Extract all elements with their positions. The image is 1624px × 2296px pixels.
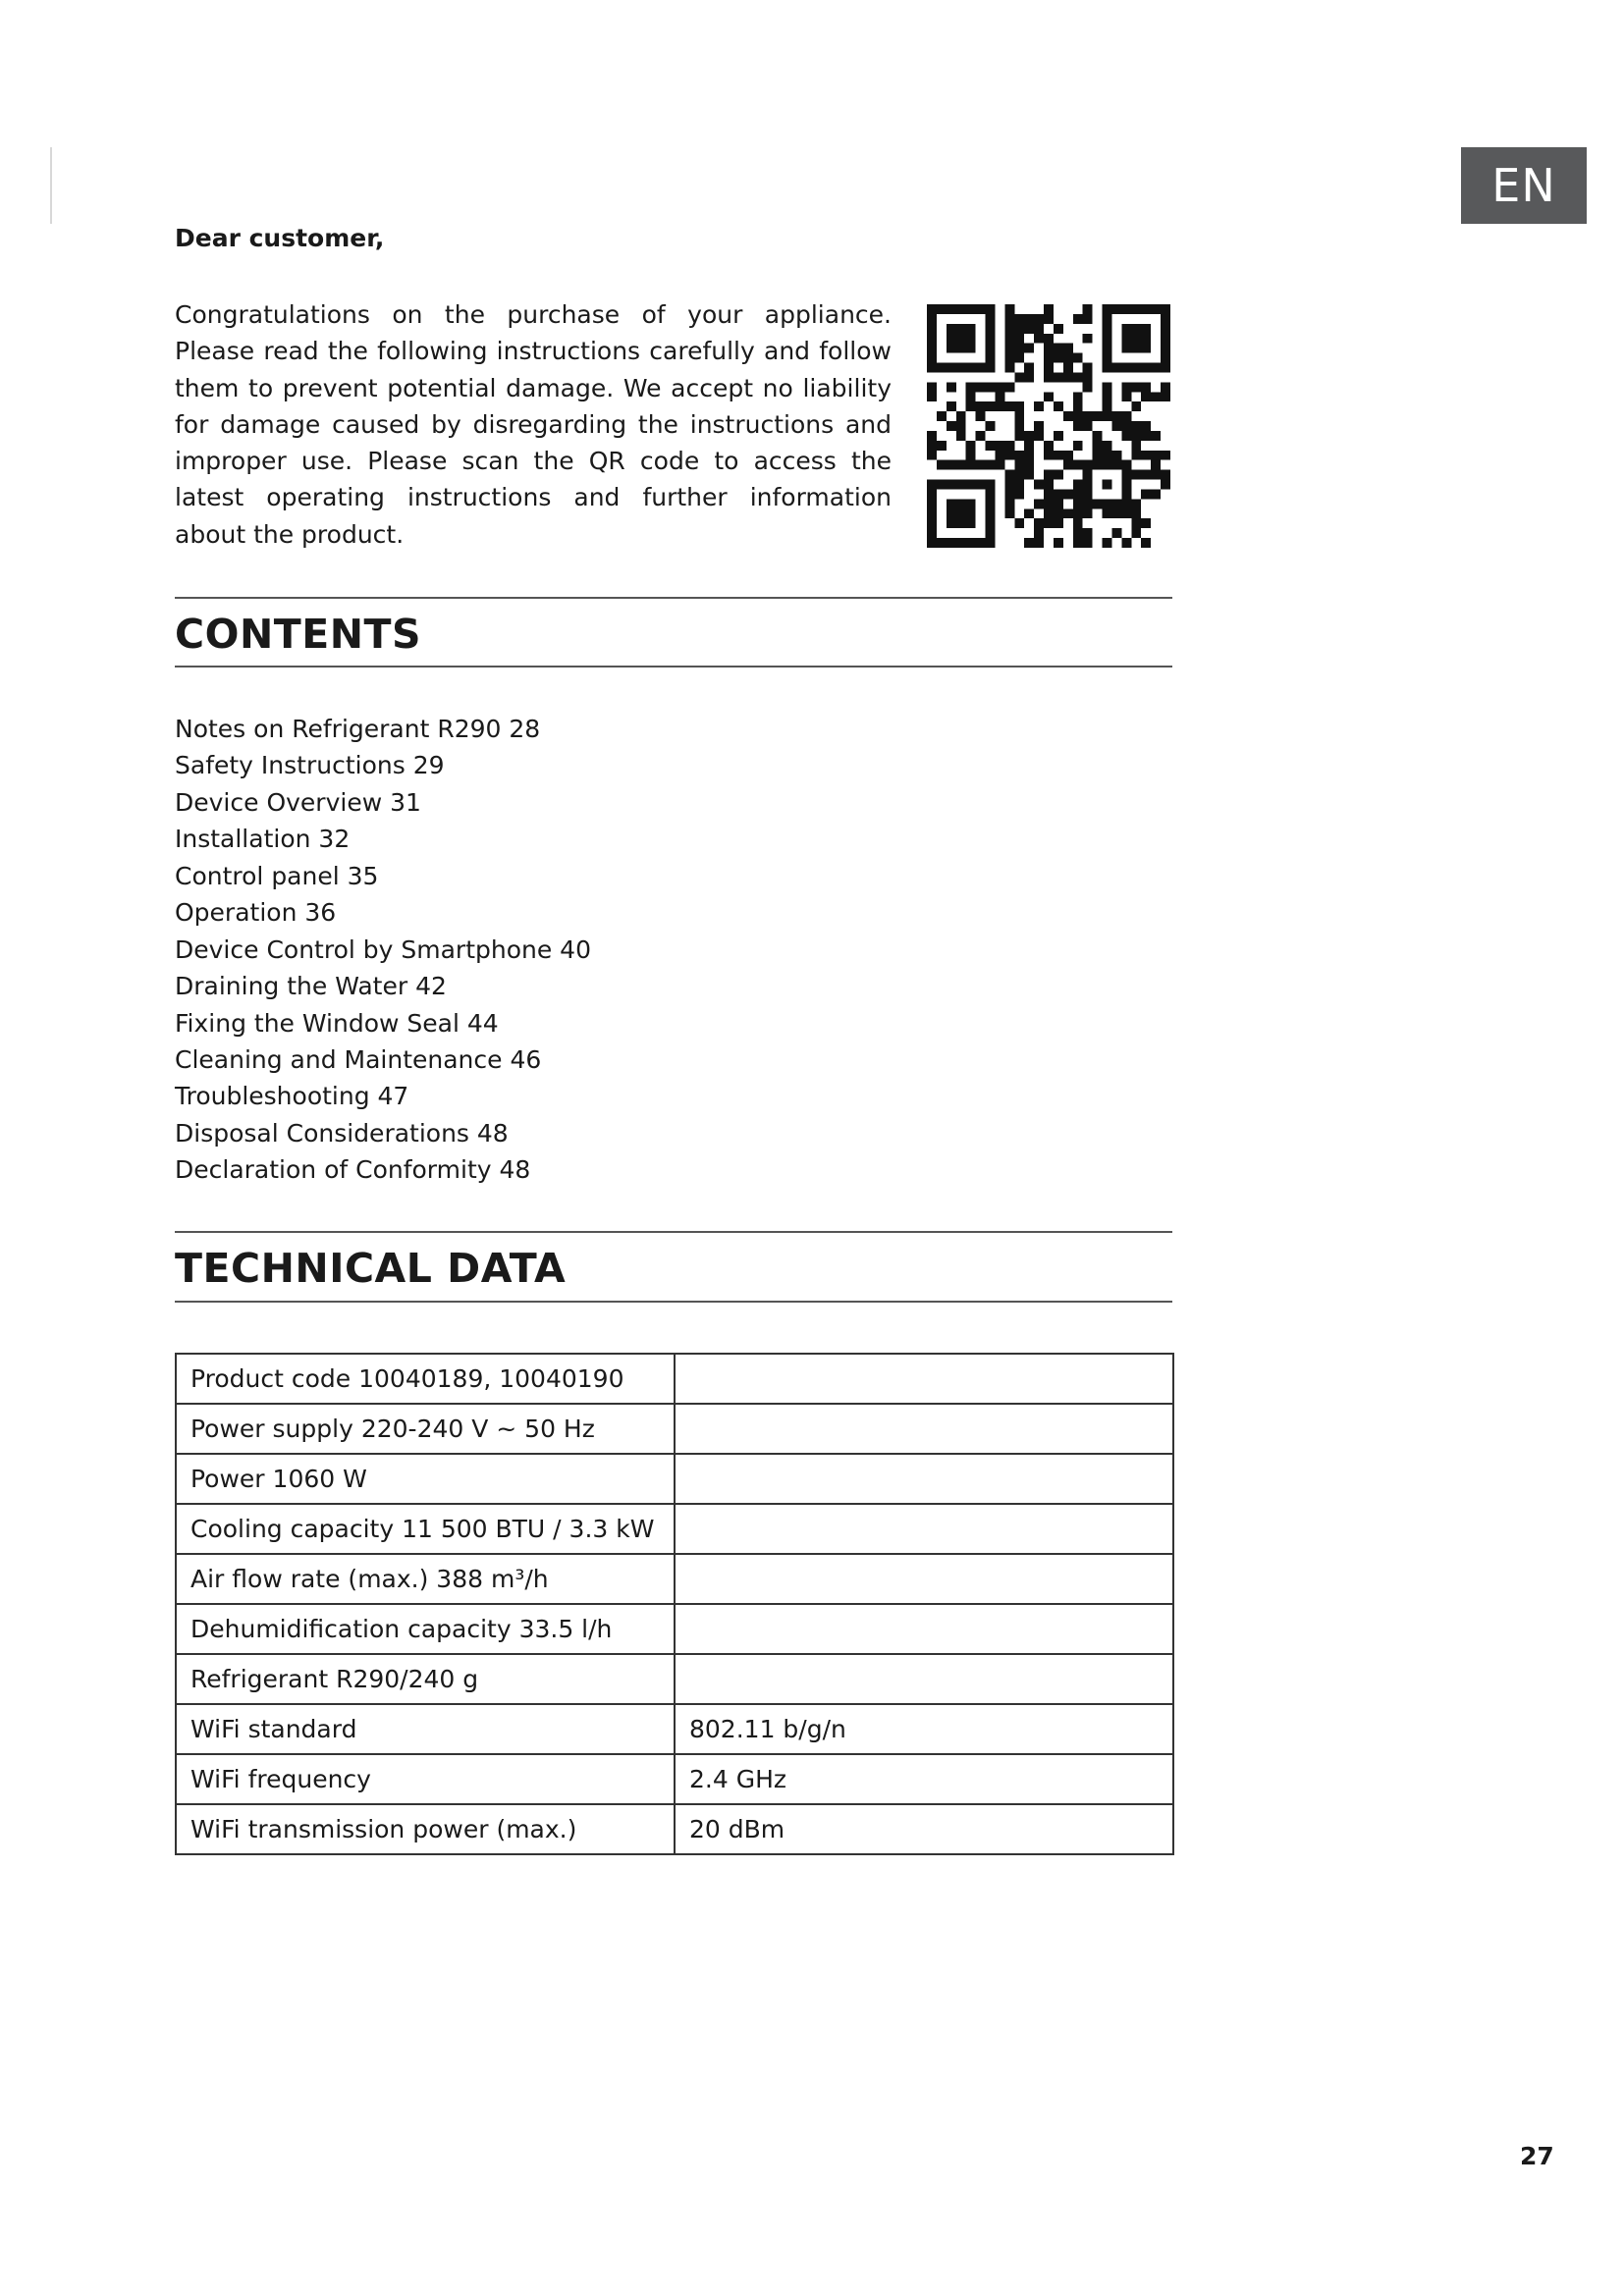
contents-item: Notes on Refrigerant R290 28 [175, 715, 541, 743]
spec-value [675, 1404, 1173, 1454]
table-row [176, 1404, 1173, 1454]
spec-label: Product code 10040189, 10040190 [176, 1354, 675, 1404]
spec-value [675, 1504, 1173, 1554]
contents-item: Draining the Water 42 [175, 972, 447, 1001]
contents-rule-bottom [175, 666, 1172, 667]
table-row [176, 1554, 1173, 1604]
spec-value [675, 1354, 1173, 1404]
table-row [176, 1704, 1173, 1754]
contents-item: Device Control by Smartphone 40 [175, 934, 591, 964]
table-row [176, 1654, 1173, 1704]
contents-rule-top [175, 597, 1172, 599]
contents-item: Control panel 35 [175, 861, 379, 890]
margin-line [50, 147, 52, 224]
table-row [176, 1504, 1173, 1554]
spec-label: Refrigerant R290/240 g [176, 1654, 675, 1704]
spec-label: WiFi frequency [176, 1754, 675, 1804]
spec-label: WiFi standard [176, 1704, 675, 1754]
spec-value [675, 1554, 1173, 1604]
table-row [176, 1454, 1173, 1504]
contents-item: Device Overview 31 [175, 787, 421, 817]
contents-item: Cleaning and Maintenance 46 [175, 1044, 542, 1074]
contents-item: Installation 32 [175, 825, 351, 854]
spec-value [675, 1604, 1173, 1654]
language-tab: EN [1461, 147, 1587, 224]
contents-item: Troubleshooting 47 [175, 1082, 409, 1111]
spec-label: Power supply 220-240 V ~ 50 Hz [176, 1404, 675, 1454]
table-row [176, 1354, 1173, 1404]
spec-label: Cooling capacity 11 500 BTU / 3.3 kW [176, 1504, 675, 1554]
table-row [176, 1804, 1173, 1854]
contents-item: Declaration of Conformity 48 [175, 1155, 531, 1185]
spec-label: Dehumidification capacity 33.5 l/h [176, 1604, 675, 1654]
spec-value: 20 dBm [675, 1804, 1173, 1854]
contents-item: Operation 36 [175, 898, 337, 928]
contents-heading: CONTENTS [175, 611, 422, 658]
table-row [176, 1604, 1173, 1654]
technical-rule-bottom [175, 1301, 1172, 1303]
contents-item: Safety Instructions 29 [175, 751, 445, 780]
contents-list [175, 711, 591, 1189]
spec-label: Power 1060 W [176, 1454, 675, 1504]
spec-value [675, 1454, 1173, 1504]
spec-label: WiFi transmission power (max.) [176, 1804, 675, 1854]
page-number: 27 [1520, 2142, 1554, 2170]
spec-label: Air flow rate (max.) 388 m³/h [176, 1554, 675, 1604]
spec-value: 2.4 GHz [675, 1754, 1173, 1804]
contents-item: Disposal Considerations 48 [175, 1118, 509, 1148]
technical-data-table [175, 1353, 1174, 1855]
qr-code-icon [927, 304, 1170, 548]
table-row [176, 1754, 1173, 1804]
intro-paragraph: Congratulations on the purchase of your appliance. Please read the following instructions carefully and follow them to prevent potential damage. We accept no liability for damage caused by disregarding the instructions and improper use. Please scan the QR code to access the latest operating instructions and further information about the product. [175, 300, 892, 549]
spec-value: 802.11 b/g/n [675, 1704, 1173, 1754]
contents-item: Fixing the Window Seal 44 [175, 1008, 499, 1038]
spec-value [675, 1654, 1173, 1704]
technical-data-heading: TECHNICAL DATA [175, 1245, 567, 1292]
technical-rule-top [175, 1231, 1172, 1233]
greeting: Dear customer, [175, 224, 385, 252]
